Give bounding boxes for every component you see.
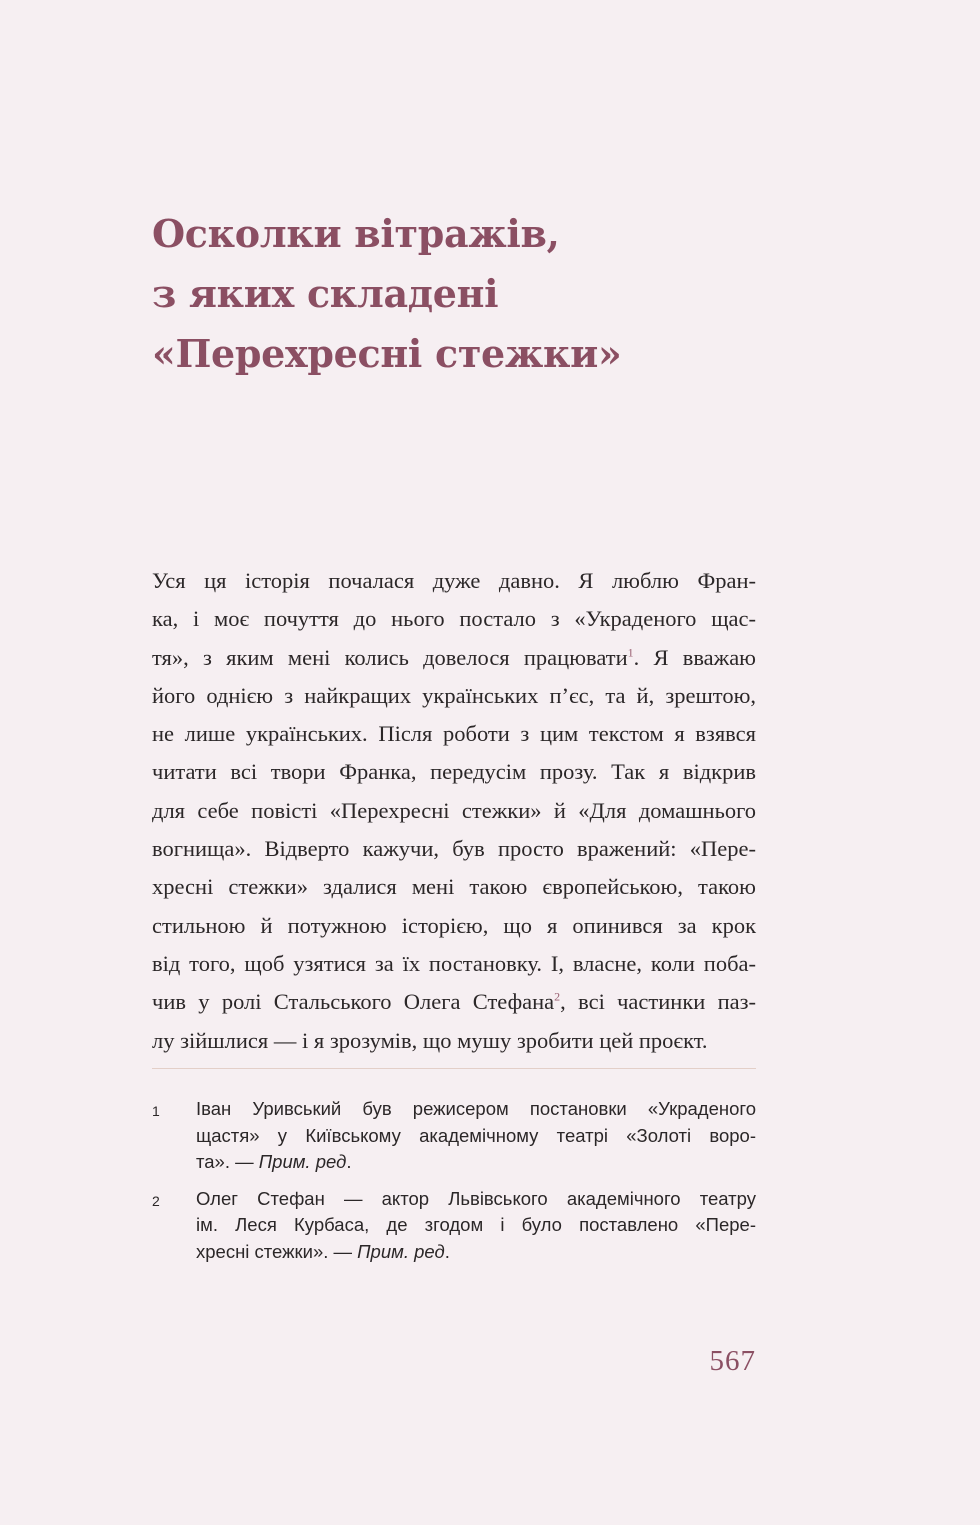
body-line: від того, щоб узятися за їх постановку. І, власне, коли поба- (152, 950, 756, 976)
chapter-title-line: «Перехресні стежки» (152, 331, 622, 376)
footnote-line: щастя» у Київському академічному театрі «Золоті воро- (196, 1124, 756, 1146)
body-line: ка, і моє почуття до нього постало з «Украденого щас- (152, 606, 756, 632)
body-line: для себе повісті «Перехресні стежки» й «Для домашнього (152, 797, 756, 823)
page-number: 567 (709, 1345, 756, 1377)
footnote-reference-1[interactable]: 1 (627, 645, 634, 660)
footnote-line (196, 1149, 756, 1176)
footnote-number: 2 (152, 1192, 160, 1209)
footnote-line (196, 1239, 756, 1266)
footnotes (152, 1096, 756, 1275)
chapter-title-line: з яких складені (152, 271, 499, 316)
body-line: читати всі твори Франка, передусім прозу. Так я відкрив (152, 759, 756, 785)
body-line (152, 983, 756, 1021)
chapter-title (152, 204, 622, 384)
body-line-text: тя», з яким мені колись довелося працювати (152, 644, 628, 670)
footnote-number: 1 (152, 1103, 160, 1119)
footnote-line: ім. Леся Курбаса, де згодом і було поставлено «Пере- (196, 1214, 756, 1235)
body-line-text: . Я вважаю (633, 644, 756, 670)
footnote-line-text: та». — (196, 1151, 259, 1172)
footnote-line-text: . (346, 1151, 352, 1172)
footnote-line: Олег Стефан — актор Львівського академічного театру (196, 1187, 756, 1209)
body-line: Уся ця історія почалася дуже давно. Я люблю Фран- (152, 568, 756, 593)
footnote-2 (152, 1186, 756, 1266)
body-line-text: чив у ролі Стальського Олега Стефана (152, 989, 555, 1015)
footnote-1 (152, 1096, 756, 1176)
footnote-line-text: хресні стежки». — (196, 1240, 358, 1262)
editor-note: Прим. ред (258, 1151, 347, 1172)
editor-note: Прим. ред (357, 1240, 445, 1262)
footnote-line: Іван Уривський був режисером постановки «Украденого (196, 1098, 756, 1119)
body-line: не лише українських. Після роботи з цим текстом я взявся (152, 721, 756, 747)
body-line: його однією з найкращих українських п’єс, та й, зрештою, (152, 682, 756, 708)
body-line-text: , всі частинки паз- (560, 989, 756, 1015)
footnote-reference-2[interactable]: 2 (554, 989, 561, 1004)
body-line: стильною й потужною історією, що я опинився за крок (152, 912, 756, 938)
body-line: вогнища». Відверто кажучи, був просто вражений: «Пере- (152, 836, 756, 862)
body-paragraph (152, 562, 756, 1060)
body-line: лу зійшлися — і я зрозумів, що мушу зробити цей проєкт. (152, 1027, 708, 1053)
body-line (152, 639, 756, 677)
footnote-line-text: . (444, 1240, 450, 1262)
footnote-separator (152, 1068, 756, 1069)
body-line: хресні стежки» здалися мені такою європейською, такою (152, 874, 756, 900)
chapter-title-line: Осколки вітражів, (152, 211, 560, 256)
